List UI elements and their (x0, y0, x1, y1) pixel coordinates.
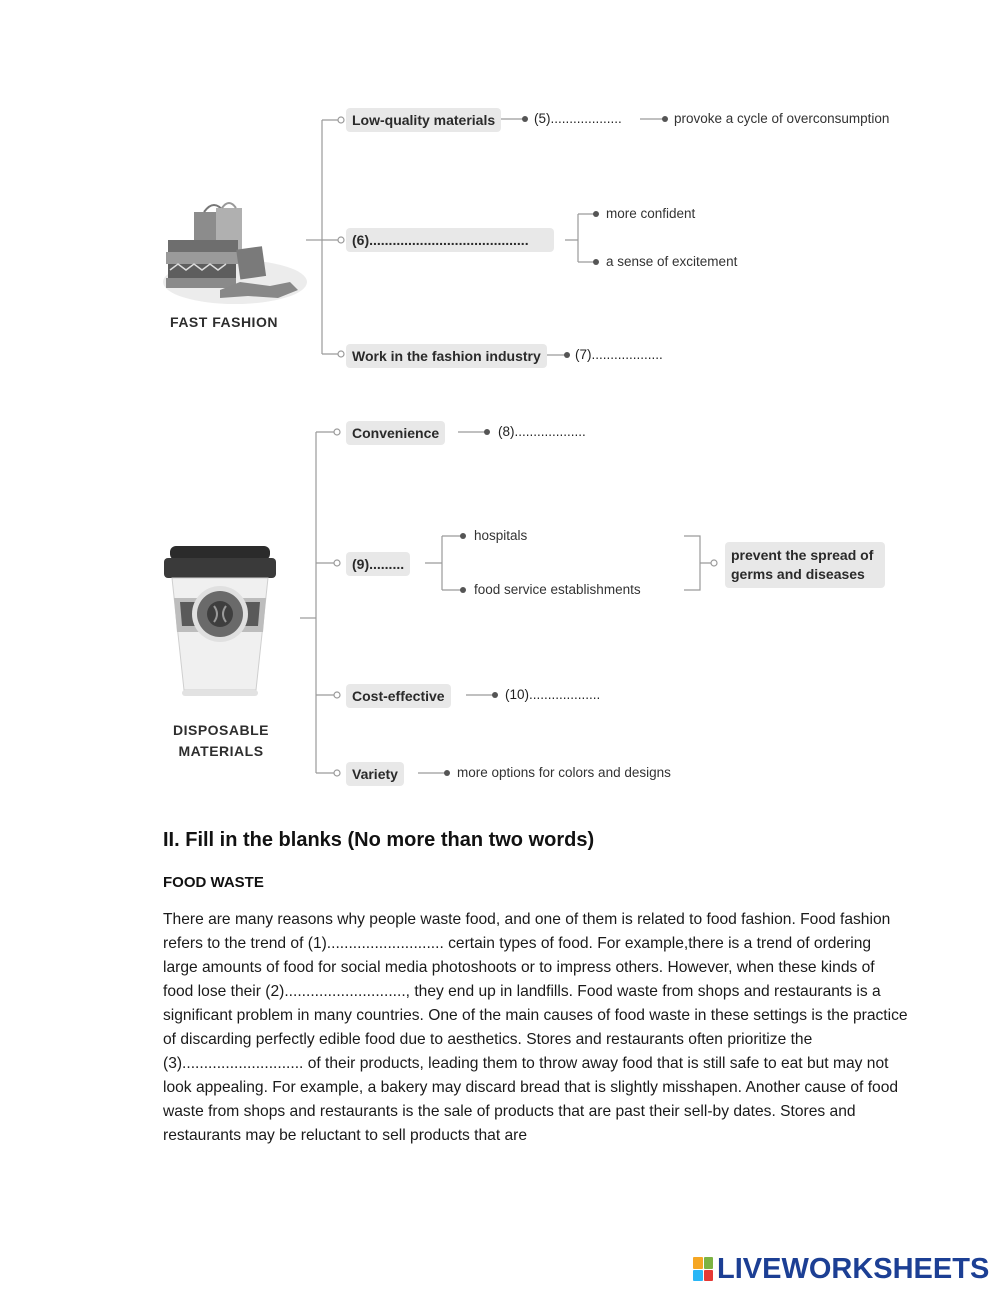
result-sense-of-excitement: a sense of excitement (606, 254, 738, 269)
logo-mark-icon (693, 1257, 713, 1281)
branch-work-fashion-industry: Work in the fashion industry (346, 344, 547, 368)
paragraph-text: There are many reasons why people waste food, and one of them is related to food fashion. Food fashion refers to the trend of (1)........................... certain types of food. For example,there is a trend of ordering large amounts of food for social media photoshoots or to impress others. However, when these kinds of food lose their (2)............................, they end up in landfills. Food waste from shops and restaurants is a significant problem in many countries. One of the main causes of food waste in these settings is the practice of discarding perfectly edible food due to aesthetics. Stores and restaurants often prioritize the (3)............................ of their products, leading them to throw away food that is still safe to eat but may not look appealing. For example, a bakery may discard bread that is slightly misshapen. Another cause of food waste from shops and restaurants is the sale of products that are past their sell-by dates. Stores and restaurants may be reluctant to sell products that are (163, 911, 908, 1144)
logo-square-2 (704, 1257, 714, 1269)
logo-text: LIVEWORKSHEETS (717, 1252, 990, 1285)
disposable-cup-icon (160, 540, 280, 705)
blank-9[interactable]: (9)......... (346, 552, 410, 576)
branch-variety: Variety (346, 762, 404, 786)
branch-convenience: Convenience (346, 421, 445, 445)
result-overconsumption: provoke a cycle of overconsumption (674, 111, 890, 126)
item-food-service-establishments: food service establishments (474, 582, 641, 597)
blank-5[interactable]: (5)................... (534, 111, 622, 126)
logo-square-4 (704, 1270, 714, 1282)
liveworksheets-logo (693, 1254, 989, 1284)
result-more-options: more options for colors and designs (457, 765, 671, 780)
result-prevent-spread: prevent the spread of germs and diseases (725, 542, 885, 588)
disposable-caption-line2: MATERIALS (178, 743, 264, 759)
logo-square-1 (693, 1257, 703, 1269)
food-waste-paragraph (163, 908, 908, 1148)
result-more-confident: more confident (606, 206, 696, 221)
disposable-caption-line1: DISPOSABLE (172, 722, 269, 738)
section-subtitle: FOOD WASTE (163, 874, 264, 891)
branch-low-quality-materials: Low-quality materials (346, 108, 501, 132)
disposable-caption (163, 720, 279, 762)
fast-fashion-caption: FAST FASHION (170, 314, 278, 330)
branch-cost-effective: Cost-effective (346, 684, 451, 708)
blank-10[interactable]: (10)................... (505, 687, 601, 702)
blank-6[interactable]: (6)......................................... (346, 228, 554, 252)
logo-square-3 (693, 1270, 703, 1282)
blank-7[interactable]: (7)................... (575, 347, 663, 362)
fast-fashion-illustration-icon (160, 200, 310, 310)
blank-8[interactable]: (8)................... (498, 424, 586, 439)
item-hospitals: hospitals (474, 528, 528, 543)
section-title: II. Fill in the blanks (No more than two words) (163, 829, 595, 851)
